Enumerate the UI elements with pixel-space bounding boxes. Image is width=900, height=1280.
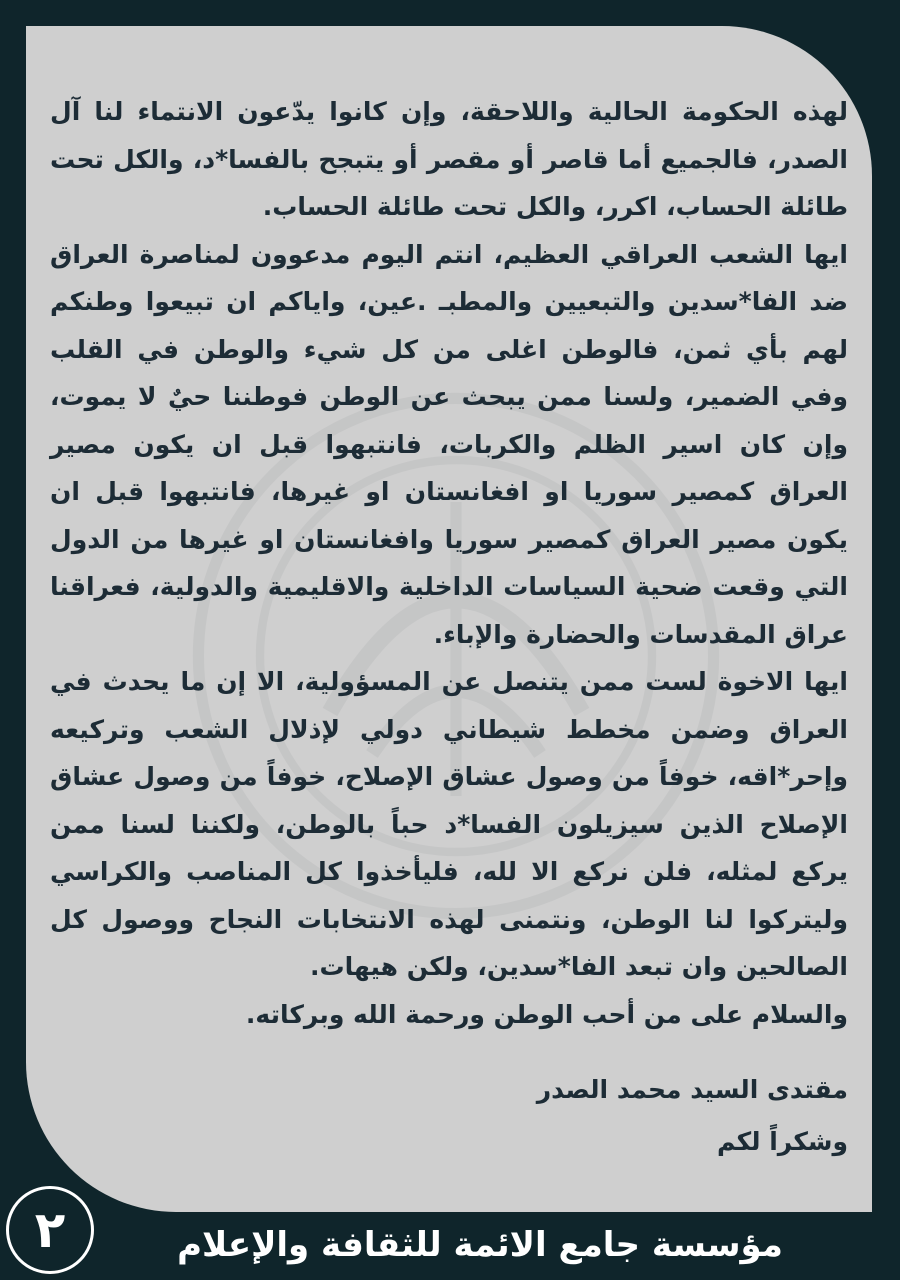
organization-name: مؤسسة جامع الائمة للثقافة والإعلام: [177, 1225, 783, 1265]
paragraph-closing: والسلام على من أحب الوطن ورحمة الله وبركاته.: [245, 999, 848, 1029]
content-card: [26, 26, 872, 1212]
paragraph-2: ايها الشعب العراقي العظيم، انتم اليوم مدعوون لمناصرة العراق ضد الفا*سدين والتبعيين والمطبـ .عين، واياكم ان تبيعوا وطنكم لهم بأي ثمن، فالوطن اغلى من كل شيء والوطن في القلب وفي الضمير، ولسنا ممن يبحث عن الوطن فوطننا حيٌ لا يموت، وإن كان اسير الظلم والكربات، فانتبهوا قبل ان يكون مصير العراق كمصير سوريا او افغانستان او غيرها، فانتبهوا قبل ان يكون مصير العراق كمصير سوريا وافغانستان او غيرها من الدول التي وقعت ضحية السياسات الداخلية والاقليمية والدولية، فعراقنا عراق المقدسات والحضارة والإباء.: [50, 239, 848, 649]
page-number-badge: ٢: [6, 1186, 94, 1274]
paragraph-1: لهذه الحكومة الحالية واللاحقة، وإن كانوا يدّعون الانتماء لنا آل الصدر، فالجميع أما قاصر أو مقصر أو يتبجح بالفسا*د، والكل تحت طائلة الحساب، اكرر، والكل تحت طائلة الحساب.: [50, 97, 848, 221]
paragraph-3: ايها الاخوة لست ممن يتنصل عن المسؤولية، الا إن ما يحدث في العراق وضمن مخطط شيطاني دولي لإذلال الشعب وتركيعه وإحر*اقه، خوفاً من وصول عشاق الإصلاح، خوفاً من وصول عشاق الإصلاح الذين سيزيلون الفسا*د حباً بالوطن، ولكننا لسنا ممن يركع لمثله، فلن نركع الا لله، فليأخذوا كل المناصب والكراسي وليتركوا لنا الوطن، ونتمنى لهذه الانتخابات النجاح ووصول كل الصالحين وان تبعد الفا*سدين، ولكن هيهات.: [50, 667, 848, 981]
letter-body: [50, 88, 848, 1165]
signature: مقتدى السيد محمد الصدر: [536, 1075, 848, 1104]
thanks-line: وشكراً لكم: [716, 1126, 848, 1156]
